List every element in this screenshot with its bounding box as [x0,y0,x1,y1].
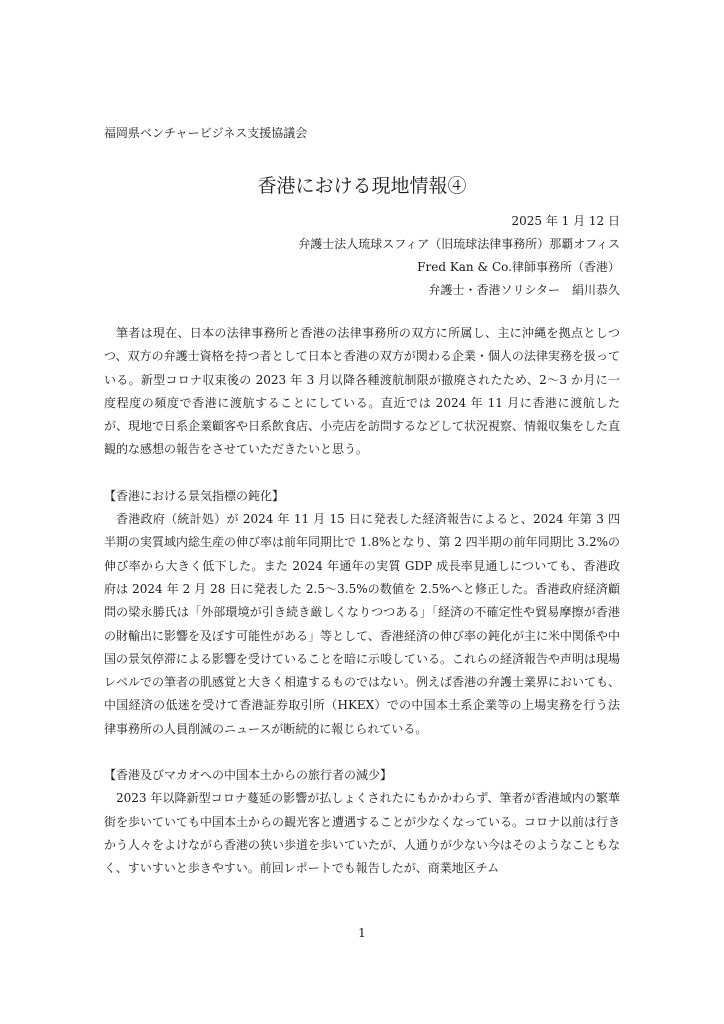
organization-name: 福岡県ベンチャービジネス支援協議会 [104,126,308,140]
section-heading-economy: 【香港における景気指標の鈍化】 [104,488,285,503]
section-body-tourism: 2023 年以降新型コロナ蔓延の影響が払しょくされたにもかかわらず、筆者が香港域内の繁華街を歩いていても中国本土からの観光客と遭遇することが少なくなっている。コロナ以前は行きかう人々をよけながら香港の狭い歩道を歩いていたが、人通りが少ない今はそのようなこともなく、すいすいと歩きやすい。前回レポートでも報告したが、商業地区チム [104,791,621,876]
author-name: 弁護士・香港ソリシター 絹川恭久 [428,283,620,297]
author-affiliation-2: Fred Kan & Co.律師事務所（香港） [417,260,620,274]
document-date: 2025 年 1 月 12 日 [511,214,620,228]
page-title: 香港における現地情報④ [257,175,467,197]
section-body-economy: 香港政府（統計処）が 2024 年 11 月 15 日に発表した経済報告によると、2024 年第 3 四半期の実質域内総生産の伸び率は前年同期比で 1.8%となり、第 2 四半期の前年同期比 3.2%の伸び率から大きく低下した。また 2024 年通年の実質 GDP 成長率見通しについても、香港政府は 2024 年 2 月 28 日に発表した 2.5〜3.5%の数値を 2.5%へと修正した。香港政府経済顧問の梁永勝氏は「外部環境が引き続き厳しくなりつつある」「経済の不確定性や貿易摩擦が香港の財輸出に影響を及ぼす可能性がある」等として、香港経済の伸び率の鈍化が主に米中関係や中国の景気停滞による影響を受けていることを暗に示唆している。これらの経済報告や声明は現場レベルでの筆者の肌感覚と大きく相違するものではない。例えば香港の弁護士業界においても、中国経済の低迷を受けて香港証券取引所（HKEX）での中国本土系企業等の上場実務を行う法律事務所の人員削減のニュースが断続的に報じられている。 [104,512,621,736]
page-number: 1 [358,926,366,940]
document-meta [298,210,620,302]
intro-paragraph: 筆者は現在、日本の法律事務所と香港の法律事務所の双方に所属し、主に沖縄を拠点としつつ、双方の弁護士資格を持つ者として日本と香港の双方が関わる企業・個人の法律実務を扱っている。新型コロナ収束後の 2023 年 3 月以降各種渡航制限が撤廃されたため、2〜3 か月に一度程度の頻度で香港に渡航することにしている。直近では 2024 年 11 月に香港に渡航したが、現地で日系企業顧客や日系飲食店、小売店を訪問するなどして状況視察、情報収集をした直観的な感想の報告をさせていただきたいと思う。 [104,326,621,457]
author-affiliation-1: 弁護士法人琉球スフィア（旧琉球法律事務所）那覇オフィス [298,237,620,251]
section-heading-tourism: 【香港及びマカオへの中国本土からの旅行者の減少】 [104,768,393,783]
document-body [104,322,620,881]
